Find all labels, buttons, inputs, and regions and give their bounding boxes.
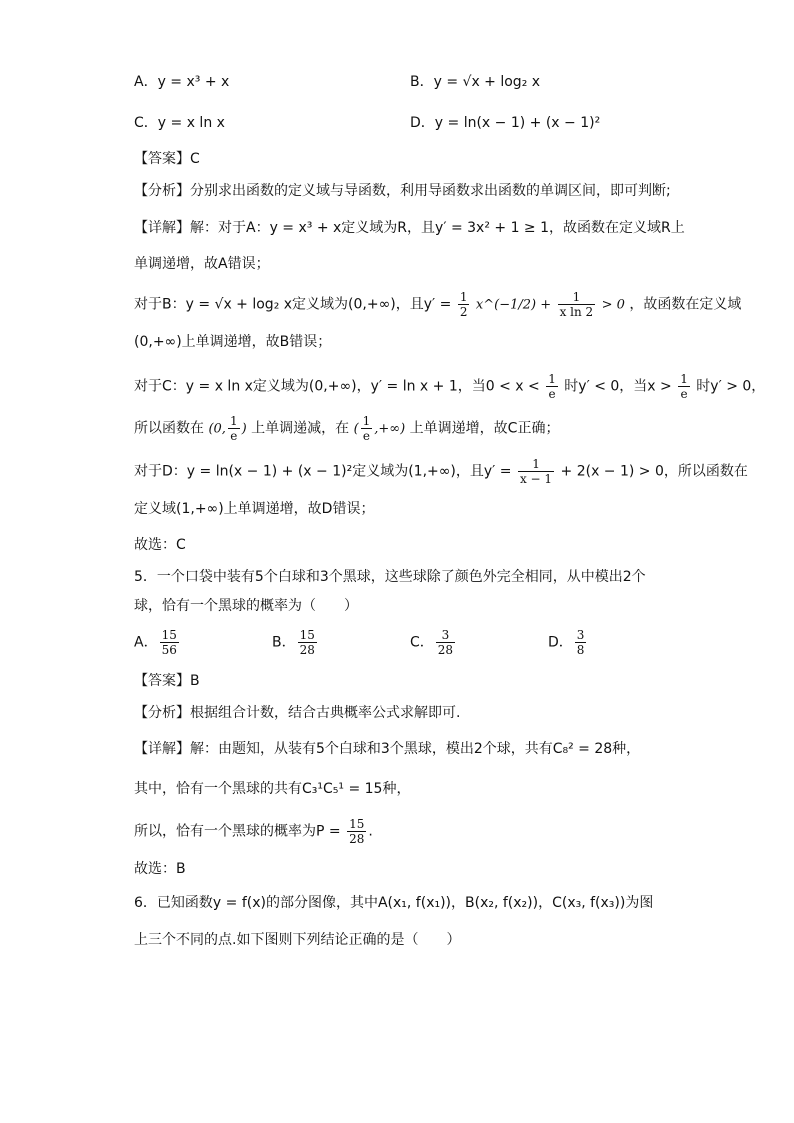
q5-detail-line-1: 【详解】解：由题知，从装有5个白球和3个黑球，模出2个球，共有C₈² = 28种， [134, 741, 641, 757]
q5-option-b: B． $\frac{15}{28}$ [272, 628, 315, 657]
q5-option-a: A． $\frac{15}{56}$ [134, 628, 177, 657]
fraction: $\frac{3}{8}$ [576, 628, 585, 657]
q4-option-a: A．y = x³ + x [134, 74, 230, 90]
q4-option-c: C．y = x ln x [134, 115, 225, 131]
q4-option-d: D．y = ln(x − 1) + (x − 1)² [410, 115, 601, 131]
q4-detail-line-d: 对于D：y = ln(x − 1) + (x − 1)²定义域为(1,+∞)，且y′ = $\frac{1}{x - 1}$ + 2(x − 1) > 0，所以函数在 [134, 457, 748, 486]
q4-detail-line-2: 单调递增，故A错误； [134, 256, 270, 272]
q4-detail-line-d2: 定义域(1,+∞)上单调递增，故D错误； [134, 501, 375, 517]
fraction: $\frac{15}{56}$ [161, 628, 177, 657]
q4-detail-line-c2: 所以函数在 (0, $\frac{1}{e}$ ) 上单调递减，在 ( $\frac{1}{e}$ ,+∞) 上单调递增，故C正确； [134, 414, 560, 443]
fraction: $\frac{15}{28}$ [299, 628, 315, 657]
q4-analysis: 【分析】分别求出函数的定义域与导函数，利用导函数求出函数的单调区间，即可判断; [134, 183, 671, 199]
q5-detail-line-3: 所以，恰有一个黑球的概率为P = $\frac{15}{28}$ . [134, 817, 373, 846]
q5-option-c: C． $\frac{3}{28}$ [410, 628, 454, 657]
fraction: $\frac{15}{28}$ [349, 817, 365, 846]
fraction: $\frac{1}{e}$ [229, 414, 238, 443]
q6-stem-line-1: 6．已知函数y = f(x)的部分图像，其中A(x₁, f(x₁))，B(x₂, f(x₂))，C(x₃, f(x₃))为图 [134, 895, 654, 911]
q6-stem-line-2: 上三个不同的点.如下图则下列结论正确的是（ ） [134, 932, 461, 948]
q5-option-d: D． $\frac{3}{8}$ [548, 628, 585, 657]
fraction: $\frac{1}{e}$ [548, 372, 556, 401]
q5-stem-line-1: 5．一个口袋中装有5个白球和3个黑球，这些球除了颜色外完全相同，从中模出2个 [134, 569, 646, 585]
q4-detail-line-b2: (0,+∞)上单调递增，故B错误； [134, 334, 332, 350]
fraction: $\frac{1}{\text{x ln 2}}$ [559, 290, 594, 319]
q4-detail-line-c: 对于C：y = x ln x定义域为(0,+∞)，y′ = ln x + 1，当0 < x < $\frac{1}{e}$ 时y′ < 0，当x > $\frac{1}{e}$ 时y′ > 0， [134, 372, 766, 401]
q4-b-text: 对于B：y = √x + log₂ x定义域为(0,+∞)，且y′ = [134, 296, 456, 313]
fraction: $\frac{3}{28}$ [437, 628, 454, 657]
q5-stem-line-2: 球，恰有一个黑球的概率为（ ） [134, 598, 358, 614]
fraction: $\frac{1}{x - 1}$ [519, 457, 553, 486]
q4-detail-line-1: 【详解】解：对于A：y = x³ + x定义域为R，且y′ = 3x² + 1 ≥ 1，故函数在定义域R上 [134, 220, 685, 236]
q4-option-b: B．y = √x + log₂ x [410, 74, 541, 90]
q5-answer: 【答案】B [134, 673, 200, 689]
fraction: $\frac{1}{2}$ [459, 290, 468, 319]
fraction: $\frac{1}{e}$ [680, 372, 688, 401]
q5-analysis: 【分析】根据组合计数，结合古典概率公式求解即可. [134, 705, 461, 721]
q4-answer: 【答案】C [134, 151, 200, 167]
q5-choice: 故选：B [134, 861, 186, 877]
fraction: $\frac{1}{e}$ [362, 414, 371, 443]
q4-choice: 故选：C [134, 537, 186, 553]
q5-detail-line-2: 其中，恰有一个黑球的共有C₃¹C₅¹ = 15种， [134, 781, 411, 797]
q4-detail-line-b: 对于B：y = √x + log₂ x定义域为(0,+∞)，且y′ = $\frac{1}{2}$ x^(−1/2) + $\frac{1}{\text{x ln 2}}$ > 0 ，故函数在定义域 [134, 290, 742, 319]
